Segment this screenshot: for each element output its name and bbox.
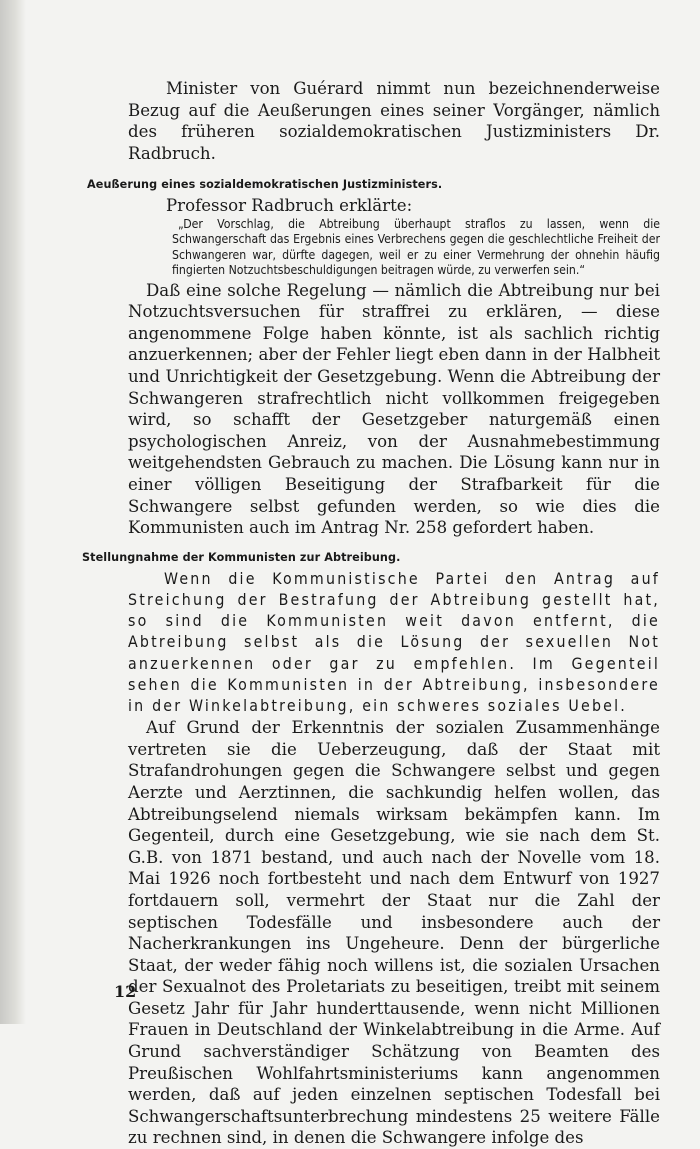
- page-number: 12: [114, 982, 137, 1001]
- body-paragraph-1: Daß eine solche Regelung — nämlich die Abtreibung nur bei Notzuchtsversuchen für straffrei zu erklären, — diese angenommene Folge haben könnte, ist als sachlich richtig anzuerkennen; aber der Fehler liegt eben dann in der Halbheit und Unrichtigkeit der Gesetzgebung. Wenn die Abtreibung der Schwangeren strafrechtlich nicht vollkommen freigegeben wird, so schafft der Gesetzgeber naturgemäß einen psychologischen Anreiz, von der Ausnahmebestimmung weitgehendsten Gebrauch zu machen. Die Lösung kann nur in einer völligen Beseitigung der Strafbarkeit für die Schwangere selbst gefunden werden, so wie dies die Kommunisten auch im Antrag Nr. 258 gefordert haben.: [128, 280, 660, 538]
- quote-lead: Professor Radbruch erklärte:: [166, 196, 413, 215]
- spaced-emphasis-paragraph: Wenn die Kommunistische Partei den Antrag auf Streichung der Bestrafung der Abtreibung gestellt hat, so sind die Kommunisten weit davon entfernt, die Abtreibung selbst als die Lösung der sexuellen Not anzuerkennen oder gar zu empfehlen. Im Gegenteil sehen die Kommunisten in der Abtreibung, insbesondere in der Winkelabtreibung, ein schweres soziales Uebel.: [128, 568, 660, 715]
- section-heading-social-democratic-minister: Aeußerung eines sozialdemokratischen Justizministers.: [87, 178, 443, 191]
- section-heading-communist-position: Stellungnahme der Kommunisten zur Abtreibung.: [82, 550, 401, 564]
- book-binding-shadow: [0, 0, 26, 1024]
- document-page: [82, 78, 660, 1149]
- radbruch-quote: „Der Vorschlag, die Abtreibung überhaupt straflos zu lassen, wenn die Schwangerschaft das Ergebnis eines Verbrechens gegen die geschlechtliche Freiheit der Schwangeren war, dürfte dagegen, weil er zu einer Vermehrung der ohnehin häufig fingierten Notzuchtsbeschuldigungen beitragen würde, zu verwerfen sein.“: [172, 217, 660, 278]
- body-paragraph-2: Auf Grund der Erkenntnis der sozialen Zusammenhänge vertreten sie die Ueberzeugung, daß der Staat mit Strafandrohungen gegen die Schwangere selbst und gegen Aerzte und Aerztinnen, die sachkundig helfen wollen, das Abtreibungselend niemals wirksam bekämpfen kann. Im Gegenteil, durch eine Gesetzgebung, wie sie nach dem St. G.B. von 1871 bestand, und auch nach der Novelle vom 18. Mai 1926 noch fortbesteht und nach dem Entwurf von 1927 fortdauern soll, vermehrt der Staat nur die Zahl der septischen Todesfälle und insbesondere auch der Nacherkrankungen ins Ungeheure. Denn der bürgerliche Staat, der weder fähig noch willens ist, die sozialen Ursachen der Sexualnot des Proletariats zu beseitigen, treibt mit seinem Gesetz Jahr für Jahr hunderttausende, wenn nicht Millionen Frauen in Deutschland der Winkelabtreibung in die Arme. Auf Grund sachverständiger Schätzung von Beamten des Preußischen Wohlfahrtsministeriums kann angenommen werden, daß auf jeden einzelnen septischen Todesfall bei Schwangerschaftsunterbrechung mindestens 25 weitere Fälle zu rechnen sind, in denen die Schwangere infolge des: [128, 718, 660, 1148]
- intro-paragraph: Minister von Guérard nimmt nun bezeichnenderweise Bezug auf die Aeußerungen eines seiner Vorgänger, nämlich des früheren sozialdemokratischen Justizministers Dr. Radbruch.: [128, 79, 660, 163]
